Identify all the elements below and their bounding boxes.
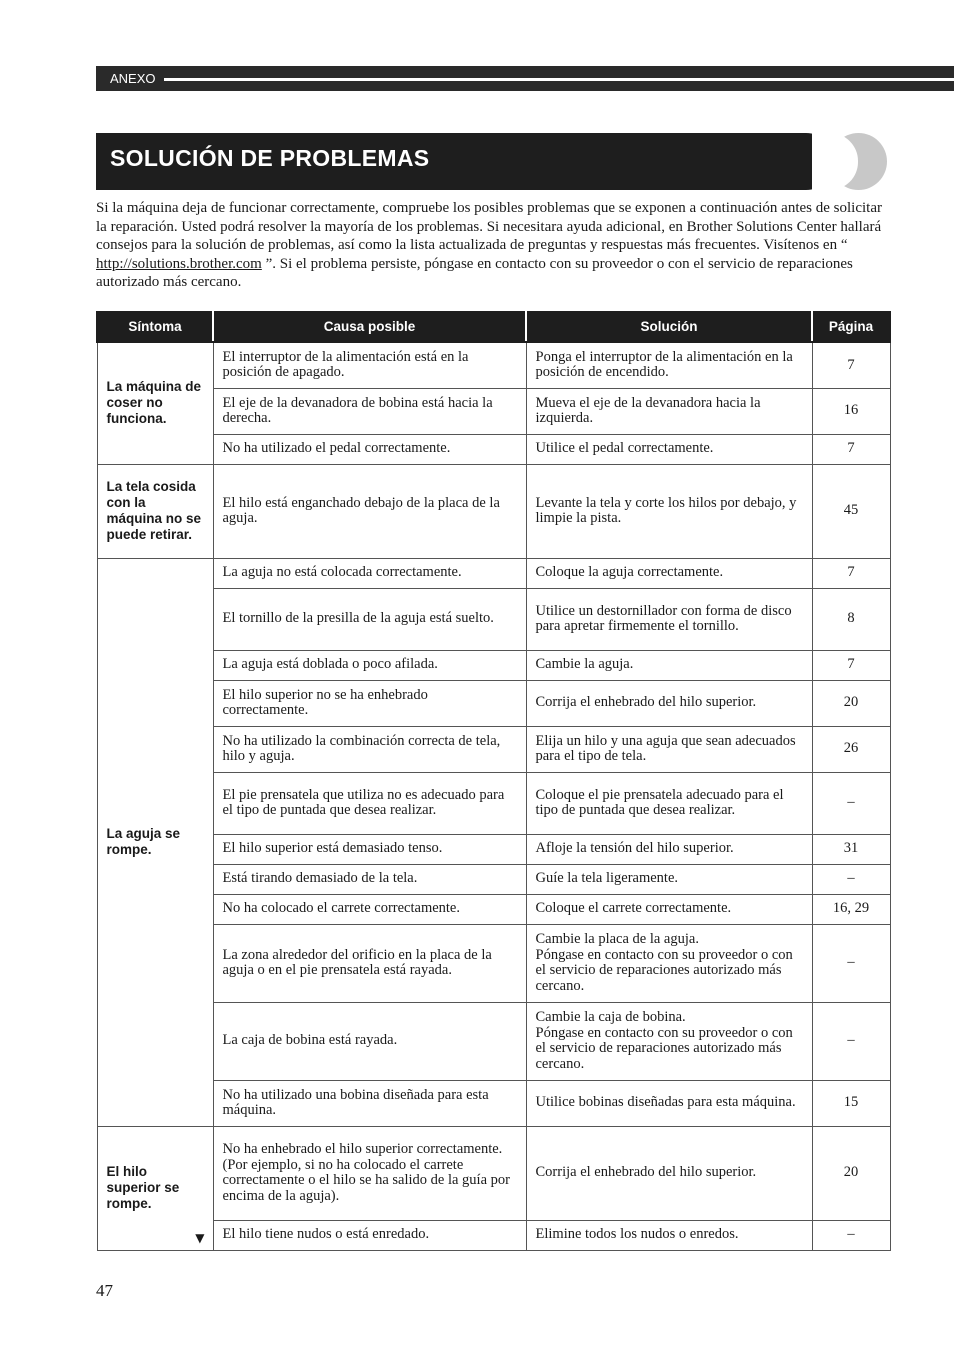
symptom-cell <box>97 342 213 464</box>
cause-cell: El interruptor de la alimentación está en la posición de apagado. <box>213 342 526 388</box>
table-row <box>97 558 890 588</box>
troubleshooting-table <box>96 311 891 1251</box>
cause-cell: El hilo tiene nudos o está enredado. <box>213 1220 526 1250</box>
solution-cell: Ponga el interruptor de la alimentación en la posición de encendido. <box>526 342 812 388</box>
page-cell: – <box>812 864 890 894</box>
table-row <box>97 1220 890 1250</box>
solution-cell: Utilice el pedal correctamente. <box>526 434 812 464</box>
table-body <box>97 342 890 1250</box>
intro-paragraph <box>96 199 888 292</box>
table-row <box>97 864 890 894</box>
cause-cell: La caja de bobina está rayada. <box>213 1002 526 1080</box>
header-solution: Solución <box>526 312 812 342</box>
solution-cell: Elija un hilo y una aguja que sean adecuados para el tipo de tela. <box>526 726 812 772</box>
table-row <box>97 588 890 650</box>
solution-cell: Corrija el enhebrado del hilo superior. <box>526 1126 812 1220</box>
solution-cell: Elimine todos los nudos o enredos. <box>526 1220 812 1250</box>
symptom-text: El hilo superior se rompe. <box>106 1164 180 1211</box>
table-row <box>97 772 890 834</box>
page-cell: – <box>812 772 890 834</box>
page-cell: 20 <box>812 680 890 726</box>
header-symptom: Síntoma <box>97 312 213 342</box>
header-cause: Causa posible <box>213 312 526 342</box>
cause-cell: La aguja está doblada o poco afilada. <box>213 650 526 680</box>
solution-cell: Mueva el eje de la devanadora hacia la izquierda. <box>526 388 812 434</box>
page-cell: 16 <box>812 388 890 434</box>
section-rule <box>164 78 954 81</box>
symptom-text: La máquina de coser no funciona. <box>106 379 202 427</box>
table-row <box>97 894 890 924</box>
page-cell: – <box>812 1002 890 1080</box>
page-cell: 7 <box>812 650 890 680</box>
cause-cell: El pie prensatela que utiliza no es adecuado para el tipo de puntada que desea realizar. <box>213 772 526 834</box>
table-row <box>97 924 890 1002</box>
table-row <box>97 388 890 434</box>
page-cell: – <box>812 924 890 1002</box>
title-banner <box>96 133 834 190</box>
cause-cell: La aguja no está colocada correctamente. <box>213 558 526 588</box>
page-cell: 8 <box>812 588 890 650</box>
cause-cell: No ha utilizado una bobina diseñada para esta máquina. <box>213 1080 526 1126</box>
page-title: SOLUCIÓN DE PROBLEMAS <box>110 145 430 171</box>
page-cell: 31 <box>812 834 890 864</box>
symptom-cell <box>97 558 213 1126</box>
cause-cell: El hilo superior está demasiado tenso. <box>213 834 526 864</box>
table-header-row <box>97 312 890 342</box>
solution-cell: Cambie la caja de bobina. Póngase en contacto con su proveedor o con el servicio de reparaciones autorizado más cercano. <box>526 1002 812 1080</box>
symptom-text: La aguja se rompe. <box>106 826 181 857</box>
cause-cell: No ha colocado el carrete correctamente. <box>213 894 526 924</box>
table-row <box>97 726 890 772</box>
solution-cell: Guíe la tela ligeramente. <box>526 864 812 894</box>
page-cell: 15 <box>812 1080 890 1126</box>
symptom-cell <box>97 464 213 558</box>
solution-cell: Utilice un destornillador con forma de disco para apretar firmemente el tornillo. <box>526 588 812 650</box>
solution-cell: Cambie la aguja. <box>526 650 812 680</box>
solution-cell: Utilice bobinas diseñadas para esta máquina. <box>526 1080 812 1126</box>
solutions-center-link[interactable]: http://solutions.brother.com <box>96 255 262 272</box>
symptom-cell <box>97 1126 213 1250</box>
page-number: 47 <box>96 1281 113 1300</box>
table-row <box>97 434 890 464</box>
page-cell: 20 <box>812 1126 890 1220</box>
page-cell: 16, 29 <box>812 894 890 924</box>
header-page: Página <box>812 312 890 342</box>
table-row <box>97 1126 890 1220</box>
cause-cell: No ha utilizado la combinación correcta de tela, hilo y aguja. <box>213 726 526 772</box>
solution-cell: Coloque el carrete correctamente. <box>526 894 812 924</box>
table-row <box>97 1002 890 1080</box>
solution-cell: Afloje la tensión del hilo superior. <box>526 834 812 864</box>
cause-cell: El tornillo de la presilla de la aguja está suelto. <box>213 588 526 650</box>
table-row <box>97 834 890 864</box>
page-cell: 7 <box>812 434 890 464</box>
table-row <box>97 464 890 558</box>
continued-arrow-icon: ▼ <box>195 1230 205 1245</box>
section-label: ANEXO <box>110 71 156 86</box>
page-cell: – <box>812 1220 890 1250</box>
solution-cell: Coloque la aguja correctamente. <box>526 558 812 588</box>
cause-cell: Está tirando demasiado de la tela. <box>213 864 526 894</box>
page-cell: 26 <box>812 726 890 772</box>
solution-cell: Cambie la placa de la aguja. Póngase en contacto con su proveedor o con el servicio de reparaciones autorizado más cercano. <box>526 924 812 1002</box>
table-row <box>97 680 890 726</box>
intro-text-before: Si la máquina deja de funcionar correctamente, compruebe los posibles problemas que se exponen a continuación antes de solicitar la reparación. Usted podrá resolver la mayoría de los problemas. Si necesitara ayuda adicional, en Brother Solutions Center hallará consejos para la solución de problemas, así como la lista actualizada de preguntas y respuestas más frecuentes. Visítenos en “ <box>96 200 882 253</box>
cause-cell: El eje de la devanadora de bobina está hacia la derecha. <box>213 388 526 434</box>
table-row <box>97 342 890 388</box>
page-cell: 7 <box>812 558 890 588</box>
cause-cell: No ha enhebrado el hilo superior correctamente. (Por ejemplo, si no ha colocado el carrete correctamente o el hilo se ha salido de la guía por encima de la aguja). <box>213 1126 526 1220</box>
solution-cell: Levante la tela y corte los hilos por debajo, y limpie la pista. <box>526 464 812 558</box>
cause-cell: El hilo está enganchado debajo de la placa de la aguja. <box>213 464 526 558</box>
page-cell: 45 <box>812 464 890 558</box>
intro-text-after: ”. Si el problema persiste, póngase en contacto con su proveedor o con el servicio de reparaciones autorizado más cercano. <box>96 255 853 290</box>
solution-cell: Corrija el enhebrado del hilo superior. <box>526 680 812 726</box>
cause-cell: El hilo superior no se ha enhebrado correctamente. <box>213 680 526 726</box>
cause-cell: No ha utilizado el pedal correctamente. <box>213 434 526 464</box>
page-cell: 7 <box>812 342 890 388</box>
symptom-text: La tela cosida con la máquina no se puede retirar. <box>106 479 202 542</box>
solution-cell: Coloque el pie prensatela adecuado para el tipo de puntada que desea realizar. <box>526 772 812 834</box>
section-header-bar <box>96 66 954 91</box>
table-row <box>97 1080 890 1126</box>
cause-cell: La zona alrededor del orificio en la placa de la aguja o en el pie prensatela está rayada. <box>213 924 526 1002</box>
table-row <box>97 650 890 680</box>
